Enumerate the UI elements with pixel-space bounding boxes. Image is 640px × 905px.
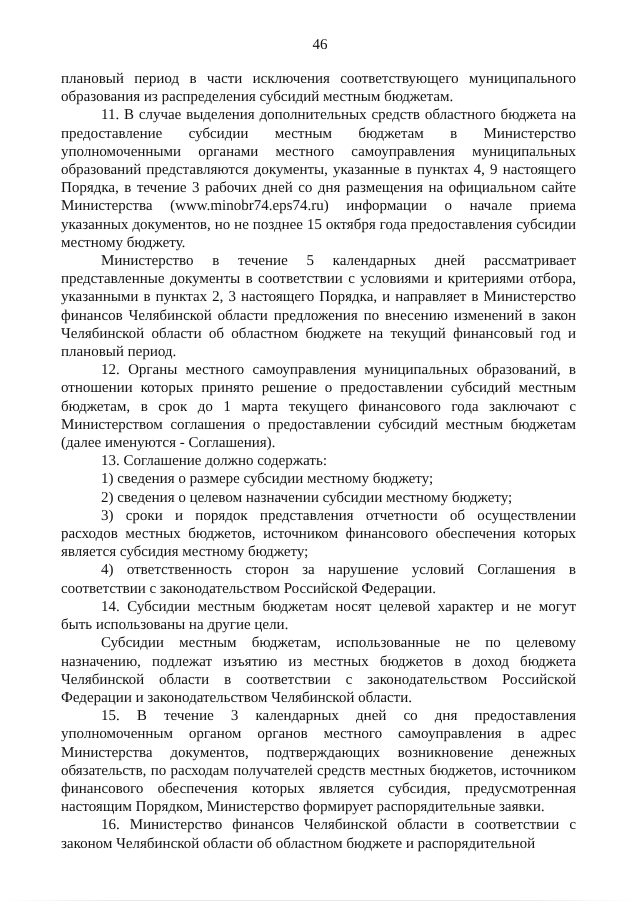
list-item-1: 1) сведения о размере субсидии местному бюджету; <box>101 471 434 488</box>
page-number: 46 <box>312 37 328 53</box>
paragraph-13: 13. Соглашение должно содержать: <box>101 453 327 470</box>
document-body <box>61 70 576 853</box>
paragraph-14: 14. Субсидии местным бюджетам носят целевой характер и не могут быть использованы на другие цели. <box>61 598 576 634</box>
paragraph-continuation: плановый период в части исключения соответствующего муниципального образования из распределения субсидий местным бюджетам. <box>61 71 576 106</box>
list-item-2: 2) сведения о целевом назначении субсидии местному бюджету; <box>101 489 513 506</box>
list-item-4: 4) ответственность сторон за нарушение условий Соглашения в соответствии с законодательством Российской Федерации. <box>61 562 576 597</box>
paragraph-ministry-review: Министерство в течение 5 календарных дней рассматривает представленные документы в соответствии с условиями и критериями отбора, указанными в пунктах 2, 3 настоящего Порядка, и направляет в Министерство финансов Челябинской области предложения по внесению изменений в закон Челябинской области об областном бюджете на текущий финансовый год и плановый период. <box>61 253 576 361</box>
paragraph-16: 16. Министерство финансов Челябинской области в соответствии с законом Челябинской области об областном бюджете и распорядительной <box>61 817 576 852</box>
paragraph-misuse: Субсидии местным бюджетам, использованные не по целевому назначению, подлежат изъятию из местных бюджетов в доход бюджета Челябинской области в соответствии с законодательством Российской Федерации и законодательством Челябинской области. <box>61 635 576 706</box>
paragraph-11: 11. В случае выделения дополнительных средств областного бюджета на предоставление субсидии местным бюджетам в Министерство уполномоченными органами местного самоуправления муниципальных образований представляются документы, указанные в пунктах 4, 9 настоящего Порядка, в течение 3 рабочих дней со дня размещения на официальном сайте Министерства (www.minobr74.eps74.ru) информации о начале приема указанных документов, но не позднее 15 октября года предоставления субсидии местному бюджету. <box>61 107 576 251</box>
list-item-3: 3) сроки и порядок представления отчетности об осуществлении расходов местных бюджетов, источником финансового обеспечения которых является субсидия местному бюджету; <box>61 507 576 561</box>
scan-edge-mark <box>0 900 640 901</box>
paragraph-15: 15. В течение 3 календарных дней со дня предоставления уполномоченным органом органов местного самоуправления в адрес Министерства документов, подтверждающих возникновение денежных обязательств, по расходам получателей средств местных бюджетов, источником финансового обеспечения которых является субсидия, предусмотренная настоящим Порядком, Министерство формирует распорядительные заявки. <box>61 708 576 816</box>
paragraph-12: 12. Органы местного самоуправления муниципальных образований, в отношении которых принято решение о предоставлении субсидий местным бюджетам, в срок до 1 марта текущего финансового года заключают с Министерством соглашения о предоставлении субсидий местным бюджетам (далее именуются - Соглашения). <box>61 362 576 452</box>
